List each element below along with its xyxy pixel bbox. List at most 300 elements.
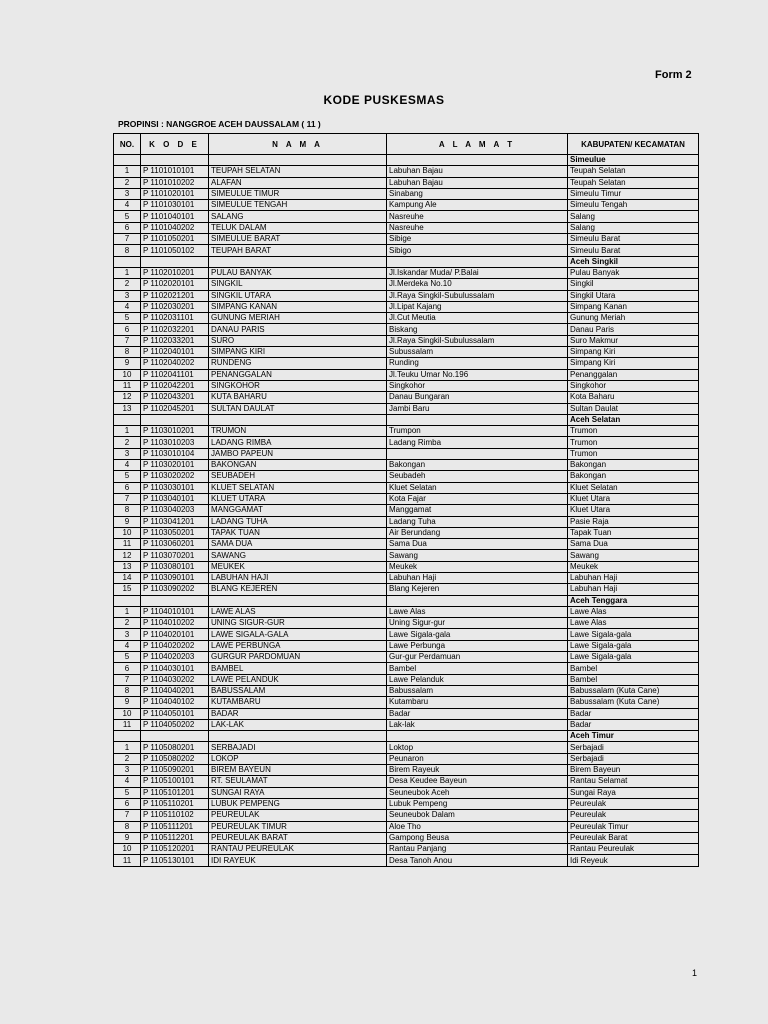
row-alamat: Kluet Selatan	[387, 482, 568, 493]
row-nama: IDI RAYEUK	[209, 855, 387, 866]
row-kode: P 1105130101	[141, 855, 209, 866]
row-no: 5	[114, 313, 141, 324]
row-kode: P 1105080202	[141, 753, 209, 764]
row-alamat: Lubuk Pempeng	[387, 798, 568, 809]
row-no: 7	[114, 493, 141, 504]
table-row	[114, 516, 699, 527]
row-kecamatan: Teupah Selatan	[568, 177, 699, 188]
row-alamat: Meukek	[387, 561, 568, 572]
row-nama: KUTA BAHARU	[209, 392, 387, 403]
empty-cell	[114, 256, 141, 267]
row-no: 10	[114, 844, 141, 855]
row-no: 9	[114, 832, 141, 843]
row-alamat: Bambel	[387, 663, 568, 674]
empty-cell	[387, 414, 568, 425]
row-alamat: Sama Dua	[387, 539, 568, 550]
table-row	[114, 527, 699, 538]
row-kode: P 1102020101	[141, 279, 209, 290]
row-kecamatan: Salang	[568, 222, 699, 233]
row-nama: LAWE ALAS	[209, 606, 387, 617]
row-alamat: Trumpon	[387, 426, 568, 437]
row-kode: P 1101010202	[141, 177, 209, 188]
table-row	[114, 392, 699, 403]
row-kecamatan: Meukek	[568, 561, 699, 572]
table-row	[114, 177, 699, 188]
row-kecamatan: Trumon	[568, 448, 699, 459]
row-alamat: Manggamat	[387, 505, 568, 516]
row-kecamatan: Simpang Kanan	[568, 301, 699, 312]
table-row	[114, 166, 699, 177]
row-nama: TELUK DALAM	[209, 222, 387, 233]
table-row	[114, 652, 699, 663]
row-nama: LAK-LAK	[209, 719, 387, 730]
row-kecamatan: Suro Makmur	[568, 335, 699, 346]
row-no: 12	[114, 550, 141, 561]
row-kode: P 1102045201	[141, 403, 209, 414]
table-body	[114, 155, 699, 867]
row-nama: PEUREULAK TIMUR	[209, 821, 387, 832]
row-alamat: Labuhan Bajau	[387, 177, 568, 188]
row-nama: LOKOP	[209, 753, 387, 764]
empty-cell	[141, 731, 209, 742]
table-row	[114, 426, 699, 437]
table-row	[114, 561, 699, 572]
row-kode: P 1104030101	[141, 663, 209, 674]
row-kode: P 1103010203	[141, 437, 209, 448]
row-kecamatan: Kluet Selatan	[568, 482, 699, 493]
page-title: KODE PUSKESMAS	[323, 93, 445, 107]
row-kode: P 1105110201	[141, 798, 209, 809]
row-kecamatan: Kluet Utara	[568, 493, 699, 504]
row-no: 4	[114, 301, 141, 312]
section-header-row	[114, 256, 699, 267]
row-alamat: Sibigo	[387, 245, 568, 256]
row-nama: KUTAMBARU	[209, 697, 387, 708]
empty-cell	[114, 414, 141, 425]
row-kecamatan: Babussalam (Kuta Cane)	[568, 685, 699, 696]
row-nama: LUBUK PEMPENG	[209, 798, 387, 809]
row-no: 10	[114, 527, 141, 538]
table-row	[114, 539, 699, 550]
empty-cell	[387, 155, 568, 166]
row-kode: P 1105110102	[141, 810, 209, 821]
row-kode: P 1102010201	[141, 267, 209, 278]
row-alamat: Kampung Ale	[387, 200, 568, 211]
row-no: 7	[114, 234, 141, 245]
row-alamat: Labuhan Haji	[387, 572, 568, 583]
row-kode: P 1104030202	[141, 674, 209, 685]
row-kode: P 1103040203	[141, 505, 209, 516]
row-kode: P 1102040202	[141, 358, 209, 369]
header-no: NO.	[114, 134, 141, 155]
section-header-row	[114, 414, 699, 425]
table-row	[114, 358, 699, 369]
table-row	[114, 211, 699, 222]
row-nama: KLUET SELATAN	[209, 482, 387, 493]
table-row	[114, 493, 699, 504]
row-kode: P 1101010101	[141, 166, 209, 177]
table-row	[114, 697, 699, 708]
row-kode: P 1103080101	[141, 561, 209, 572]
table-row	[114, 584, 699, 595]
row-no: 6	[114, 663, 141, 674]
row-alamat: Lawe Perbunga	[387, 640, 568, 651]
row-alamat: Sawang	[387, 550, 568, 561]
puskesmas-table	[113, 133, 699, 867]
row-no: 7	[114, 674, 141, 685]
row-kode: P 1105101201	[141, 787, 209, 798]
header-kode: K O D E	[141, 134, 209, 155]
row-nama: TAPAK TUAN	[209, 527, 387, 538]
row-alamat: Jl.Iskandar Muda/ P.Balai	[387, 267, 568, 278]
row-kode: P 1104020101	[141, 629, 209, 640]
row-kode: P 1102042201	[141, 380, 209, 391]
row-no: 14	[114, 572, 141, 583]
empty-cell	[141, 595, 209, 606]
row-kode: P 1102032201	[141, 324, 209, 335]
empty-cell	[141, 256, 209, 267]
row-alamat: Loktop	[387, 742, 568, 753]
table-row	[114, 313, 699, 324]
row-no: 11	[114, 539, 141, 550]
row-kecamatan: Lawe Alas	[568, 618, 699, 629]
row-alamat: Gur-gur Perdamuan	[387, 652, 568, 663]
row-kecamatan: Labuhan Haji	[568, 572, 699, 583]
row-alamat: Birem Rayeuk	[387, 765, 568, 776]
row-kode: P 1101050102	[141, 245, 209, 256]
row-kecamatan: Bambel	[568, 674, 699, 685]
row-no: 6	[114, 482, 141, 493]
row-kode: P 1103060201	[141, 539, 209, 550]
row-kecamatan: Bakongan	[568, 460, 699, 471]
row-alamat: Jl.Raya Singkil-Subulussalam	[387, 290, 568, 301]
table-row	[114, 629, 699, 640]
row-no: 2	[114, 618, 141, 629]
row-no: 4	[114, 776, 141, 787]
empty-cell	[114, 155, 141, 166]
row-no: 2	[114, 437, 141, 448]
table-row	[114, 448, 699, 459]
row-no: 5	[114, 787, 141, 798]
row-kecamatan: Idi Reyeuk	[568, 855, 699, 866]
row-kecamatan: Singkil	[568, 279, 699, 290]
row-alamat: Air Berundang	[387, 527, 568, 538]
row-no: 13	[114, 403, 141, 414]
row-nama: SAMA DUA	[209, 539, 387, 550]
row-kode: P 1102041101	[141, 369, 209, 380]
row-alamat: Bakongan	[387, 460, 568, 471]
row-kecamatan: Bakongan	[568, 471, 699, 482]
row-nama: GUNUNG MERIAH	[209, 313, 387, 324]
row-nama: SERBAJADI	[209, 742, 387, 753]
row-nama: TRUMON	[209, 426, 387, 437]
row-nama: SULTAN DAULAT	[209, 403, 387, 414]
section-header-row	[114, 731, 699, 742]
row-kode: P 1104040102	[141, 697, 209, 708]
row-nama: SUNGAI RAYA	[209, 787, 387, 798]
row-no: 9	[114, 516, 141, 527]
row-kecamatan: Sultan Daulat	[568, 403, 699, 414]
section-name: Aceh Singkil	[568, 256, 699, 267]
table-row	[114, 267, 699, 278]
row-no: 13	[114, 561, 141, 572]
table-row	[114, 380, 699, 391]
row-kecamatan: Sawang	[568, 550, 699, 561]
empty-cell	[209, 595, 387, 606]
row-kecamatan: Penanggalan	[568, 369, 699, 380]
row-alamat: Babussalam	[387, 685, 568, 696]
row-nama: BIREM BAYEUN	[209, 765, 387, 776]
section-name: Aceh Selatan	[568, 414, 699, 425]
row-kode: P 1105111201	[141, 821, 209, 832]
empty-cell	[141, 155, 209, 166]
empty-cell	[387, 595, 568, 606]
row-nama: BAKONGAN	[209, 460, 387, 471]
row-kecamatan: Lawe Sigala-gala	[568, 640, 699, 651]
row-no: 8	[114, 245, 141, 256]
row-alamat: Jl.Cut Meutia	[387, 313, 568, 324]
header-alamat: A L A M A T	[387, 134, 568, 155]
row-alamat: Runding	[387, 358, 568, 369]
row-alamat: Nasreuhe	[387, 222, 568, 233]
row-kecamatan: Salang	[568, 211, 699, 222]
row-nama: LAWE PELANDUK	[209, 674, 387, 685]
table-header-row	[114, 134, 699, 155]
table-row	[114, 663, 699, 674]
form-label: Form 2	[655, 69, 692, 81]
empty-cell	[114, 731, 141, 742]
row-kecamatan: Peureulak	[568, 810, 699, 821]
row-kode: P 1103050201	[141, 527, 209, 538]
row-nama: RT. SEULAMAT	[209, 776, 387, 787]
table-row	[114, 798, 699, 809]
row-alamat: Sinabang	[387, 188, 568, 199]
table-row	[114, 685, 699, 696]
row-no: 2	[114, 753, 141, 764]
row-kecamatan: Birem Bayeun	[568, 765, 699, 776]
row-kecamatan: Badar	[568, 719, 699, 730]
row-kode: P 1104010202	[141, 618, 209, 629]
row-alamat: Lawe Alas	[387, 606, 568, 617]
row-alamat: Lawe Pelanduk	[387, 674, 568, 685]
row-kode: P 1103020101	[141, 460, 209, 471]
row-kecamatan: Tapak Tuan	[568, 527, 699, 538]
row-nama: TEUPAH SELATAN	[209, 166, 387, 177]
row-alamat: Biskang	[387, 324, 568, 335]
row-kecamatan: Babussalam (Kuta Cane)	[568, 697, 699, 708]
row-kode: P 1104020202	[141, 640, 209, 651]
table-row	[114, 765, 699, 776]
row-nama: RANTAU PEUREULAK	[209, 844, 387, 855]
row-nama: DANAU PARIS	[209, 324, 387, 335]
section-header-row	[114, 155, 699, 166]
row-nama: PENANGGALAN	[209, 369, 387, 380]
row-nama: SIMEULUE TIMUR	[209, 188, 387, 199]
table-row	[114, 188, 699, 199]
row-kecamatan: Labuhan Haji	[568, 584, 699, 595]
table-row	[114, 708, 699, 719]
row-kecamatan: Kota Baharu	[568, 392, 699, 403]
row-nama: BABUSSALAM	[209, 685, 387, 696]
row-kode: P 1103020202	[141, 471, 209, 482]
row-alamat: Seuneubok Aceh	[387, 787, 568, 798]
row-kode: P 1102030201	[141, 301, 209, 312]
row-nama: RUNDENG	[209, 358, 387, 369]
row-kecamatan: Badar	[568, 708, 699, 719]
table-row	[114, 810, 699, 821]
row-kode: P 1103090202	[141, 584, 209, 595]
row-kecamatan: Simeulu Tengah	[568, 200, 699, 211]
row-nama: SINGKIL	[209, 279, 387, 290]
row-kecamatan: Pulau Banyak	[568, 267, 699, 278]
row-no: 6	[114, 222, 141, 233]
table-row	[114, 776, 699, 787]
table-row	[114, 460, 699, 471]
row-kecamatan: Simeulu Barat	[568, 234, 699, 245]
table-row	[114, 505, 699, 516]
row-kode: P 1103010104	[141, 448, 209, 459]
row-alamat: Ladang Tuha	[387, 516, 568, 527]
row-alamat: Labuhan Bajau	[387, 166, 568, 177]
row-kode: P 1104050202	[141, 719, 209, 730]
row-no: 3	[114, 629, 141, 640]
row-alamat: Lak-lak	[387, 719, 568, 730]
row-kecamatan: Rantau Peureulak	[568, 844, 699, 855]
row-nama: BADAR	[209, 708, 387, 719]
row-alamat: Nasreuhe	[387, 211, 568, 222]
row-no: 1	[114, 742, 141, 753]
row-alamat: Gampong Beusa	[387, 832, 568, 843]
row-kecamatan: Simpang Kiri	[568, 358, 699, 369]
row-kode: P 1102040101	[141, 347, 209, 358]
empty-cell	[209, 731, 387, 742]
row-kecamatan: Trumon	[568, 426, 699, 437]
row-no: 5	[114, 471, 141, 482]
row-alamat: Jambi Baru	[387, 403, 568, 414]
row-no: 3	[114, 448, 141, 459]
row-kecamatan: Sungai Raya	[568, 787, 699, 798]
row-kecamatan: Serbajadi	[568, 753, 699, 764]
row-nama: SIMEULUE TENGAH	[209, 200, 387, 211]
table-row	[114, 844, 699, 855]
row-kecamatan: Peureulak	[568, 798, 699, 809]
section-name: Simeulue	[568, 155, 699, 166]
row-alamat: Uning Sigur-gur	[387, 618, 568, 629]
table-row	[114, 855, 699, 866]
table-row	[114, 347, 699, 358]
table-row	[114, 279, 699, 290]
table-row	[114, 742, 699, 753]
row-nama: SAWANG	[209, 550, 387, 561]
row-alamat	[387, 448, 568, 459]
row-alamat: Rantau Panjang	[387, 844, 568, 855]
table-row	[114, 482, 699, 493]
row-nama: SEUBADEH	[209, 471, 387, 482]
row-nama: TEUPAH BARAT	[209, 245, 387, 256]
row-kode: P 1102031101	[141, 313, 209, 324]
row-no: 6	[114, 798, 141, 809]
row-kode: P 1101040202	[141, 222, 209, 233]
row-kecamatan: Simeulu Timur	[568, 188, 699, 199]
row-kecamatan: Pasie Raja	[568, 516, 699, 527]
row-kode: P 1103040101	[141, 493, 209, 504]
row-kecamatan: Trumon	[568, 437, 699, 448]
row-kecamatan: Serbajadi	[568, 742, 699, 753]
row-kecamatan: Sama Dua	[568, 539, 699, 550]
row-nama: GURGUR PARDOMUAN	[209, 652, 387, 663]
row-no: 4	[114, 460, 141, 471]
row-alamat: Sibige	[387, 234, 568, 245]
row-nama: SINGKOHOR	[209, 380, 387, 391]
empty-cell	[141, 414, 209, 425]
row-alamat: Lawe Sigala-gala	[387, 629, 568, 640]
row-kode: P 1104050101	[141, 708, 209, 719]
table-row	[114, 674, 699, 685]
row-no: 11	[114, 380, 141, 391]
row-alamat: Singkohor	[387, 380, 568, 391]
table-row	[114, 324, 699, 335]
row-kode: P 1105112201	[141, 832, 209, 843]
row-nama: LADANG RIMBA	[209, 437, 387, 448]
row-no: 4	[114, 200, 141, 211]
row-nama: LADANG TUHA	[209, 516, 387, 527]
row-kecamatan: Gunung Meriah	[568, 313, 699, 324]
row-no: 12	[114, 392, 141, 403]
row-kode: P 1103090101	[141, 572, 209, 583]
table-row	[114, 200, 699, 211]
row-no: 9	[114, 697, 141, 708]
table-row	[114, 618, 699, 629]
row-kode: P 1102021201	[141, 290, 209, 301]
row-alamat: Kutambaru	[387, 697, 568, 708]
row-alamat: Desa Keudee Bayeun	[387, 776, 568, 787]
table-row	[114, 335, 699, 346]
row-no: 7	[114, 810, 141, 821]
table-row	[114, 719, 699, 730]
row-kode: P 1105090201	[141, 765, 209, 776]
row-nama: LABUHAN HAJI	[209, 572, 387, 583]
row-alamat: Desa Tanoh Anou	[387, 855, 568, 866]
empty-cell	[387, 256, 568, 267]
row-no: 5	[114, 211, 141, 222]
row-nama: LAWE PERBUNGA	[209, 640, 387, 651]
table-row	[114, 832, 699, 843]
row-nama: ALAFAN	[209, 177, 387, 188]
row-no: 2	[114, 279, 141, 290]
row-nama: SIMPANG KIRI	[209, 347, 387, 358]
row-kode: P 1101040101	[141, 211, 209, 222]
table-row	[114, 640, 699, 651]
table-row	[114, 550, 699, 561]
page-number: 1	[692, 968, 698, 978]
row-nama: KLUET UTARA	[209, 493, 387, 504]
table-row	[114, 301, 699, 312]
row-no: 3	[114, 290, 141, 301]
row-nama: PEUREULAK BARAT	[209, 832, 387, 843]
table-row	[114, 787, 699, 798]
row-nama: SINGKIL UTARA	[209, 290, 387, 301]
row-alamat: Danau Bungaran	[387, 392, 568, 403]
row-kode: P 1102043201	[141, 392, 209, 403]
row-alamat: Kota Fajar	[387, 493, 568, 504]
row-nama: BLANG KEJEREN	[209, 584, 387, 595]
row-kode: P 1104010101	[141, 606, 209, 617]
row-no: 3	[114, 765, 141, 776]
row-kode: P 1104040201	[141, 685, 209, 696]
row-nama: SIMEULUE BARAT	[209, 234, 387, 245]
row-alamat: Seubadeh	[387, 471, 568, 482]
row-kode: P 1105080201	[141, 742, 209, 753]
